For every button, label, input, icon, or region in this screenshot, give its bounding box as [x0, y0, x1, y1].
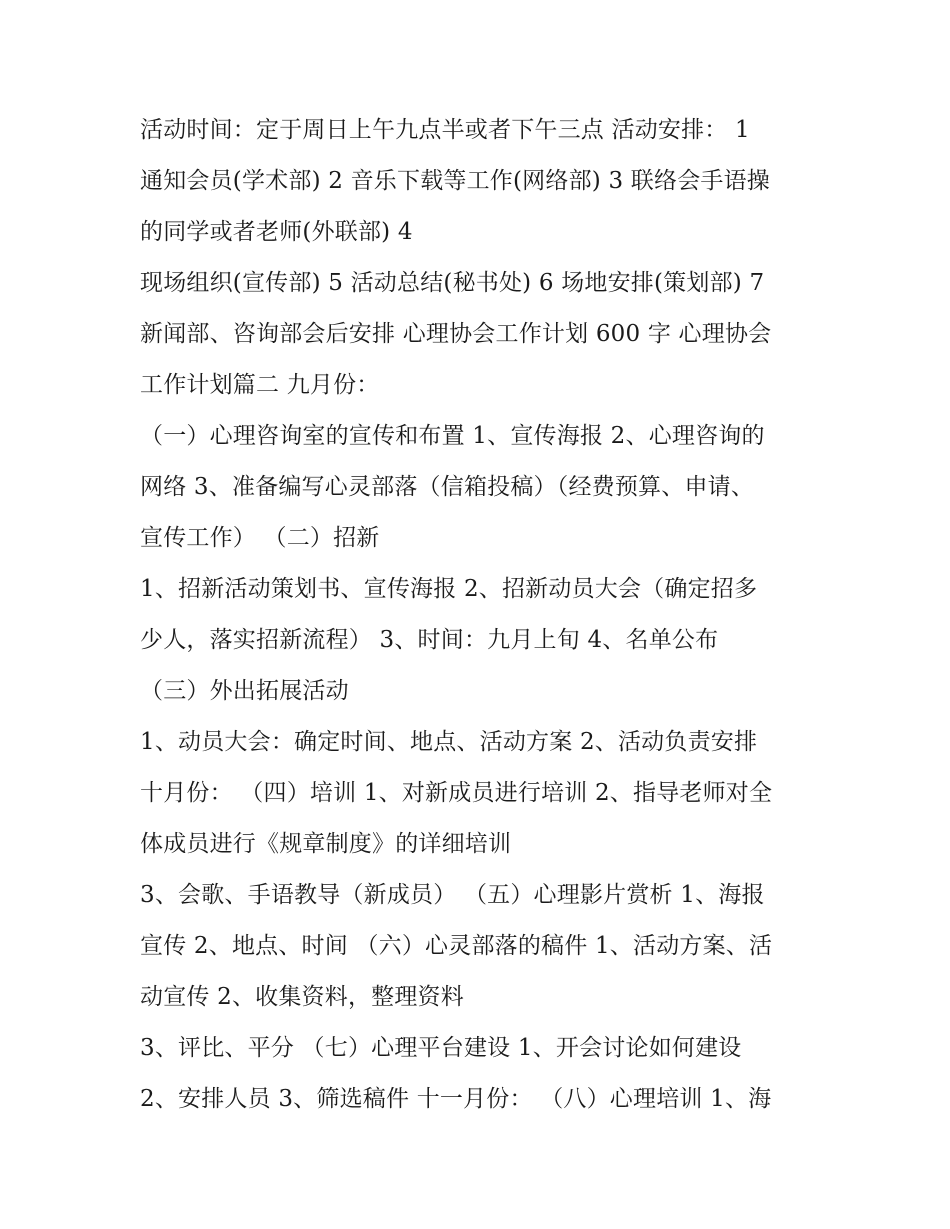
- text-line: 体成员进行《规章制度》的详细培训: [140, 831, 512, 857]
- text-line: 工作计划篇二 九月份：: [140, 372, 380, 398]
- text-line: 宣传 2、地点、时间 （六）心灵部落的稿件 1、活动方案、活: [140, 933, 773, 959]
- text-line: 的同学或者老师(外联部) 4: [140, 219, 413, 245]
- text-line: 3、会歌、手语教导（新成员） （五）心理影片赏析 1、海报: [140, 882, 765, 908]
- text-line: 少人，落实招新流程） 3、时间：九月上旬 4、名单公布: [140, 627, 719, 653]
- document-body: [140, 105, 820, 1125]
- text-line: 1、招新活动策划书、宣传海报 2、招新动员大会（确定招多: [140, 576, 758, 602]
- text-line: 动宣传 2、收集资料，整理资料: [140, 984, 464, 1010]
- text-line: 新闻部、咨询部会后安排 心理协会工作计划 600 字 心理协会: [140, 321, 772, 347]
- text-line: 网络 3、准备编写心灵部落（信箱投稿）（经费预算、申请、: [140, 474, 755, 500]
- text-line: 通知会员(学术部) 2 音乐下载等工作(网络部) 3 联络会手语操: [140, 168, 771, 194]
- text-line: 十月份： （四）培训 1、对新成员进行培训 2、指导老师对全: [140, 780, 773, 806]
- text-line: 1、动员大会：确定时间、地点、活动方案 2、活动负责安排: [140, 729, 758, 755]
- text-line: 现场组织(宣传部) 5 活动总结(秘书处) 6 场地安排(策划部) 7: [140, 270, 765, 296]
- text-line: 2、安排人员 3、筛选稿件 十一月份： （八）心理培训 1、海: [140, 1086, 772, 1112]
- text-line: （三）外出拓展活动: [140, 678, 349, 704]
- text-line: 活动时间：定于周日上午九点半或者下午三点 活动安排： 1: [140, 117, 750, 143]
- text-line: 3、评比、平分 （七）心理平台建设 1、开会讨论如何建设: [140, 1035, 742, 1061]
- text-line: （一）心理咨询室的宣传和布置 1、宣传海报 2、心理咨询的: [140, 423, 765, 449]
- text-line: 宣传工作） （二）招新: [140, 525, 380, 551]
